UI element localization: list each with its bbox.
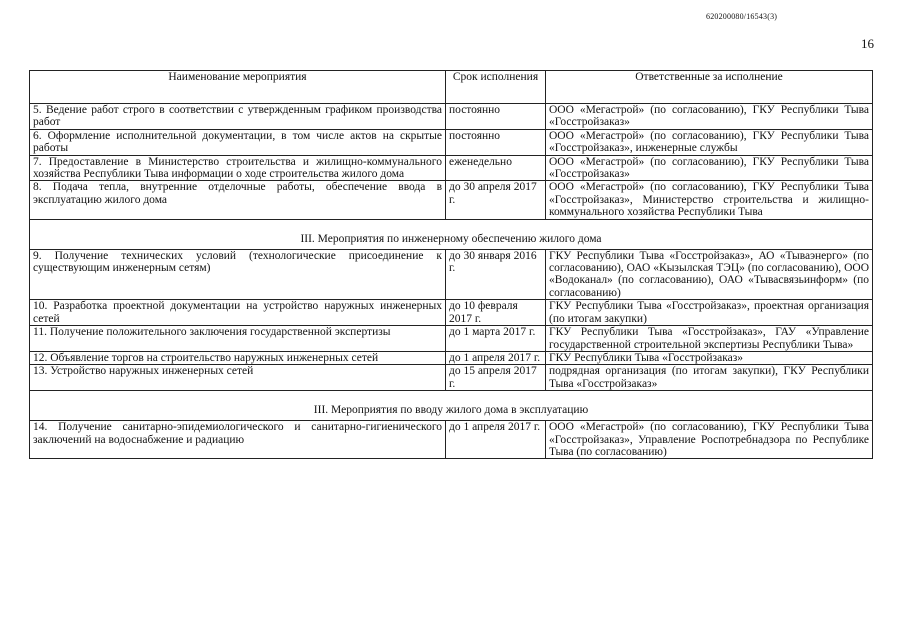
task-responsible: ГКУ Республики Тыва «Госстройзаказ»: [546, 351, 873, 364]
table-row: [30, 326, 873, 352]
section-heading-row: [30, 219, 873, 249]
task-name: 7. Предоставление в Министерство строительства и жилищно-коммунального хозяйства Республики Тыва информации о ходе строительства жилого дома: [30, 155, 446, 181]
task-name: 5. Ведение работ строго в соответствии с утвержденным графиком производства работ: [30, 104, 446, 130]
task-term: еженедельно: [446, 155, 546, 181]
task-term: до 1 апреля 2017 г.: [446, 351, 546, 364]
task-term: до 1 апреля 2017 г.: [446, 421, 546, 459]
table-row: [30, 351, 873, 364]
task-term: до 1 марта 2017 г.: [446, 326, 546, 352]
task-term: до 10 февраля 2017 г.: [446, 300, 546, 326]
task-term: постоянно: [446, 129, 546, 155]
task-responsible: ГКУ Республики Тыва «Госстройзаказ», АО «Тываэнерго» (по согласованию), ОАО «Кызылская ТЭЦ» (по согласованию), ООО «Водоканал» (по согласованию), ОАО «Тывасвязьинформ» (по согласованию): [546, 249, 873, 300]
section-heading-row: [30, 391, 873, 421]
table-row: [30, 129, 873, 155]
task-term: до 30 апреля 2017 г.: [446, 181, 546, 219]
task-term: постоянно: [446, 104, 546, 130]
page-number: 16: [861, 36, 874, 51]
task-name: 13. Устройство наружных инженерных сетей: [30, 365, 446, 391]
task-name: 8. Подача тепла, внутренние отделочные работы, обеспечение ввода в эксплуатацию жилого дома: [30, 181, 446, 219]
task-name: 6. Оформление исполнительной документации, в том числе актов на скрытые работы: [30, 129, 446, 155]
task-term: до 15 апреля 2017 г.: [446, 365, 546, 391]
task-responsible: ГКУ Республики Тыва «Госстройзаказ», проектная организация (по итогам закупки): [546, 300, 873, 326]
table-row: [30, 181, 873, 219]
section-heading: III. Мероприятия по вводу жилого дома в эксплуатацию: [30, 391, 873, 421]
document-number: 620200080/16543(3): [706, 12, 778, 21]
section-heading: III. Мероприятия по инженерному обеспечению жилого дома: [30, 219, 873, 249]
task-responsible: ООО «Мегастрой» (по согласованию), ГКУ Республики Тыва «Госстройзаказ», Министерство строительства и жилищно-коммунального хозяйства Республики Тыва: [546, 181, 873, 219]
table-row: [30, 300, 873, 326]
task-name: 10. Разработка проектной документации на устройство наружных инженерных сетей: [30, 300, 446, 326]
task-name: 9. Получение технических условий (технологические присоединение к существующим инженерным сетям): [30, 249, 446, 300]
task-name: 12. Объявление торгов на строительство наружных инженерных сетей: [30, 351, 446, 364]
header-term: Срок исполнения: [446, 71, 546, 104]
header-name: Наименование мероприятия: [30, 71, 446, 104]
task-responsible: ООО «Мегастрой» (по согласованию), ГКУ Республики Тыва «Госстройзаказ»: [546, 104, 873, 130]
task-responsible: ГКУ Республики Тыва «Госстройзаказ», ГАУ «Управление государственной строительной экспертизы Республики Тыва»: [546, 326, 873, 352]
header-responsible: Ответственные за исполнение: [546, 71, 873, 104]
table-row: [30, 104, 873, 130]
table-row: [30, 365, 873, 391]
action-plan-table: [29, 70, 873, 459]
table-row: [30, 155, 873, 181]
table-header-row: [30, 71, 873, 104]
table-row: [30, 249, 873, 300]
task-term: до 30 января 2016 г.: [446, 249, 546, 300]
task-responsible: ООО «Мегастрой» (по согласованию), ГКУ Республики Тыва «Госстройзаказ», инженерные службы: [546, 129, 873, 155]
task-name: 11. Получение положительного заключения государственной экспертизы: [30, 326, 446, 352]
task-responsible: подрядная организация (по итогам закупки), ГКУ Республики Тыва «Госстройзаказ»: [546, 365, 873, 391]
task-name: 14. Получение санитарно-эпидемиологического и санитарно-гигиенического заключений на водоснабжение и радиацию: [30, 421, 446, 459]
table-row: [30, 421, 873, 459]
task-responsible: ООО «Мегастрой» (по согласованию), ГКУ Республики Тыва «Госстройзаказ», Управление Роспотребнадзора по Республике Тыва (по согласованию): [546, 421, 873, 459]
task-responsible: ООО «Мегастрой» (по согласованию), ГКУ Республики Тыва «Госстройзаказ»: [546, 155, 873, 181]
